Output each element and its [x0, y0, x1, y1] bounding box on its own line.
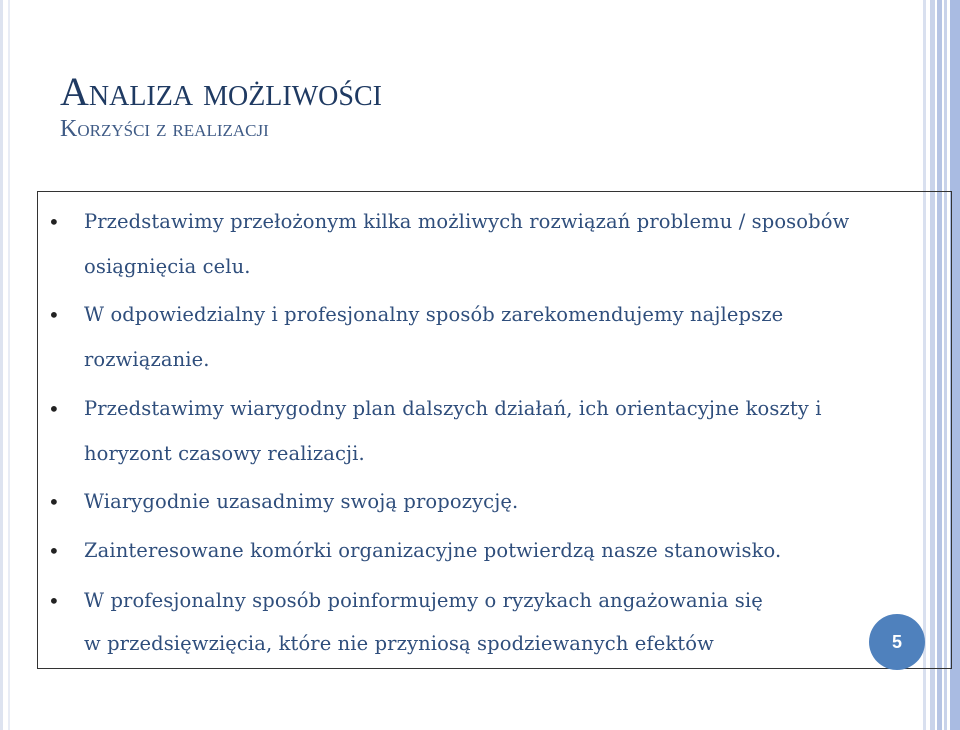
- bullet-6-line-2: w przedsięwzięcia, które nie przyniosą spodziewanych efektów: [84, 632, 714, 655]
- content-box: [37, 191, 952, 669]
- bullet-2-line-1: W odpowiedzialny i profesjonalny sposób zarekomendujemy najlepsze: [84, 303, 784, 326]
- bullet-marker: •: [48, 589, 60, 613]
- bullet-2-line-2: rozwiązanie.: [84, 348, 210, 371]
- bullet-6-line-1: W profesjonalny sposób poinformujemy o ryzykach angażowania się: [84, 589, 763, 612]
- bullet-5-line-1: Zainteresowane komórki organizacyjne potwierdzą nasze stanowisko.: [84, 539, 782, 562]
- bullet-marker: •: [48, 303, 60, 327]
- bullet-marker: •: [48, 539, 60, 563]
- bullet-1-line-2: osiągnięcia celu.: [84, 255, 251, 278]
- slide-title: Analiza możliwości: [60, 69, 382, 114]
- decorative-stripe-left-2: [8, 0, 10, 730]
- slide-subtitle: Korzyści z realizacji: [60, 116, 269, 142]
- bullet-marker: •: [48, 210, 60, 234]
- bullet-marker: •: [48, 490, 60, 514]
- bullet-3-line-1: Przedstawimy wiarygodny plan dalszych działań, ich orientacyjne koszty i: [84, 397, 822, 420]
- decorative-stripe-left-1: [0, 0, 3, 730]
- bullet-3-line-2: horyzont czasowy realizacji.: [84, 442, 365, 465]
- bullet-marker: •: [48, 397, 60, 421]
- bullet-4-line-1: Wiarygodnie uzasadnimy swoją propozycję.: [84, 490, 519, 513]
- bullet-1-line-1: Przedstawimy przełożonym kilka możliwych rozwiązań problemu / sposobów: [84, 210, 850, 233]
- page-number-badge: 5: [869, 614, 925, 670]
